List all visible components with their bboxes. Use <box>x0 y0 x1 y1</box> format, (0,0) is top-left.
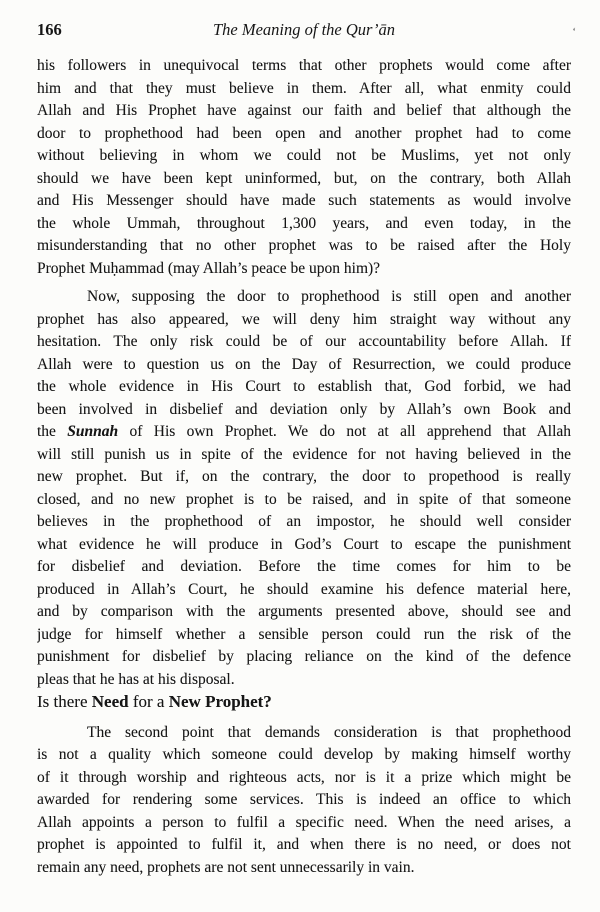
paragraph <box>37 722 571 880</box>
text-line: and by comparison with the arguments presented above, should see and <box>37 603 571 620</box>
text-line: new prophet. But if, on the contrary, the door to propethood is really <box>37 468 571 485</box>
text-line: him and that they must believe in them. After all, what enmity could <box>37 79 571 97</box>
text-line: will still punish us in spite of the evidence for not having believed in the <box>37 445 571 463</box>
text-line: is not a quality which someone could develop by making himself worthy <box>37 746 571 763</box>
text-line: for disbelief and deviation. Before the time comes for him to be <box>37 558 571 575</box>
heading-bold-word: Need <box>91 692 129 711</box>
text-line: of it through worship and righteous acts, nor is it a prize which might be <box>37 768 571 786</box>
text-line: pleas that he has at his disposal. <box>37 670 235 688</box>
text-line: his followers in unequivocal terms that other prophets would come after <box>37 57 571 74</box>
text-line: punishment for disbelief by placing reliance on the kind of the defence <box>37 648 571 665</box>
page-body <box>37 55 571 879</box>
text-line: The second point that demands consideration is that prophethood <box>87 723 571 741</box>
emphasis-sunnah: Sunnah <box>67 423 119 440</box>
scan-artifact: ‘ <box>572 26 576 38</box>
text-line: Allah appoints a person to fulfil a specific need. When the need arises, a <box>37 813 571 831</box>
section-heading: Is there Need for a New Prophet? <box>37 692 272 711</box>
text-line: the Sunnah of His own Prophet. We do not at all apprehend that Allah <box>37 423 571 440</box>
text-line: judge for himself whether a sensible person could run the risk of the <box>37 625 571 643</box>
paragraph <box>37 55 571 280</box>
text-line: the whole Ummah, throughout 1,300 years, and even today, in the <box>37 214 571 232</box>
text-line: closed, and no new prophet is to be raised, and in spite of that someone <box>37 490 571 508</box>
running-title: The Meaning of the Qur’ān <box>212 20 396 39</box>
text-line: believes in the prophethood of an impostor, he should well consider <box>37 513 571 530</box>
text-line: should we have been kept uninformed, but, on the contrary, both Allah <box>37 169 571 187</box>
text-line: Allah were to question us on the Day of Resurrection, we could produce <box>37 355 571 373</box>
text-line: Allah and His Prophet have against our faith and belief that although the <box>37 102 571 119</box>
heading-bold-word: New Prophet? <box>168 692 272 711</box>
text-line: without believing in whom we could not be Muslims, yet not only <box>37 147 571 164</box>
text-line: and His Messenger should have made such statements as would involve <box>37 192 571 209</box>
paragraph <box>37 286 571 691</box>
text-line: awarded for rendering some services. This is indeed an office to which <box>37 791 571 808</box>
text-line: prophet has also appeared, we will deny him straight way without any <box>37 310 571 328</box>
page-number: 166 <box>37 20 62 39</box>
text-line: remain any need, prophets are not sent unnecessarily in vain. <box>37 858 415 876</box>
page-header <box>37 20 571 44</box>
text-line: produced in Allah’s Court, he should examine his defence material here, <box>37 580 571 598</box>
text-line: misunderstanding that no other prophet was to be raised after the Holy <box>37 237 571 254</box>
text-line: Prophet Muḥammad (may Allah’s peace be upon him)? <box>37 259 381 277</box>
text-line: hesitation. The only risk could be of our accountability before Allah. If <box>37 333 571 350</box>
text-line: door to prophethood had been open and another prophet had to come <box>37 124 571 142</box>
text-line: prophet is appointed to fulfil it, and when there is no need, or does not <box>37 836 571 853</box>
text-line: been involved in disbelief and deviation only by Allah’s own Book and <box>37 400 571 418</box>
text-line: what evidence he will produce in God’s Court to escape the punishment <box>37 535 571 553</box>
text-line: Now, supposing the door to prophethood is still open and another <box>87 288 571 305</box>
text-line: the whole evidence in His Court to establish that, God forbid, we had <box>37 378 571 395</box>
